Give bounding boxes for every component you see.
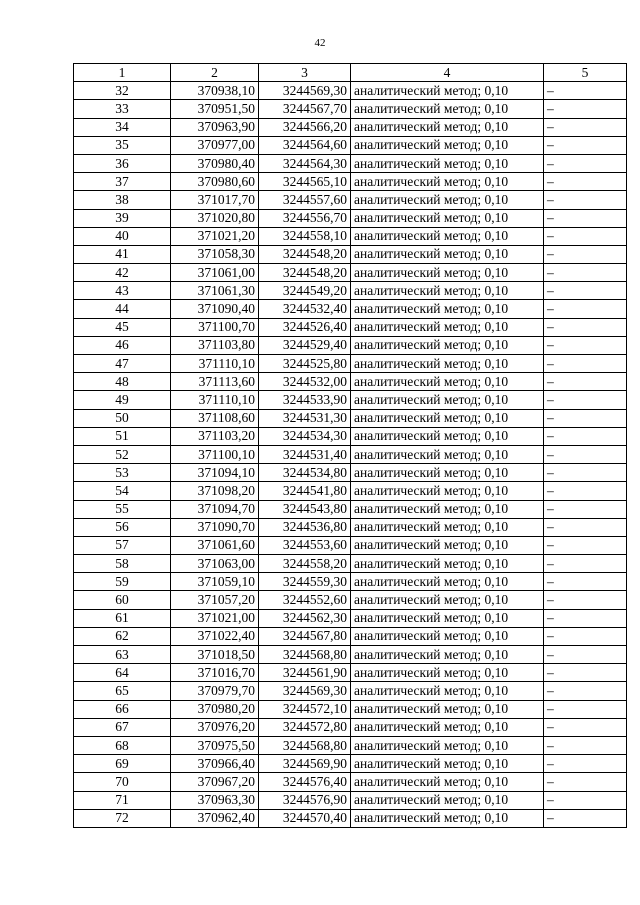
x-coordinate-cell: 371100,10 xyxy=(171,445,259,463)
method-cell: аналитический метод; 0,10 xyxy=(351,282,544,300)
point-number-cell: 35 xyxy=(74,136,171,154)
method-cell: аналитический метод; 0,10 xyxy=(351,755,544,773)
method-cell: аналитический метод; 0,10 xyxy=(351,318,544,336)
note-cell: – xyxy=(544,791,627,809)
table-row xyxy=(74,664,627,682)
x-coordinate-cell: 371108,60 xyxy=(171,409,259,427)
table-row xyxy=(74,591,627,609)
method-cell: аналитический метод; 0,10 xyxy=(351,682,544,700)
x-coordinate-cell: 371103,20 xyxy=(171,427,259,445)
x-coordinate-cell: 370963,30 xyxy=(171,791,259,809)
point-number-cell: 47 xyxy=(74,355,171,373)
method-cell: аналитический метод; 0,10 xyxy=(351,700,544,718)
x-coordinate-cell: 370977,00 xyxy=(171,136,259,154)
method-cell: аналитический метод; 0,10 xyxy=(351,627,544,645)
y-coordinate-cell: 3244529,40 xyxy=(259,336,351,354)
note-cell: – xyxy=(544,682,627,700)
method-cell: аналитический метод; 0,10 xyxy=(351,245,544,263)
y-coordinate-cell: 3244557,60 xyxy=(259,191,351,209)
table-row xyxy=(74,173,627,191)
table-row xyxy=(74,154,627,172)
note-cell: – xyxy=(544,245,627,263)
point-number-cell: 48 xyxy=(74,373,171,391)
y-coordinate-cell: 3244568,80 xyxy=(259,736,351,754)
note-cell: – xyxy=(544,773,627,791)
table-row xyxy=(74,536,627,554)
y-coordinate-cell: 3244569,30 xyxy=(259,82,351,100)
y-coordinate-cell: 3244565,10 xyxy=(259,173,351,191)
y-coordinate-cell: 3244562,30 xyxy=(259,609,351,627)
y-coordinate-cell: 3244531,40 xyxy=(259,445,351,463)
header-cell-2: 2 xyxy=(171,64,259,82)
note-cell: – xyxy=(544,427,627,445)
point-number-cell: 32 xyxy=(74,82,171,100)
note-cell: – xyxy=(544,591,627,609)
y-coordinate-cell: 3244552,60 xyxy=(259,591,351,609)
note-cell: – xyxy=(544,209,627,227)
table-row xyxy=(74,464,627,482)
y-coordinate-cell: 3244553,60 xyxy=(259,536,351,554)
table-row xyxy=(74,445,627,463)
method-cell: аналитический метод; 0,10 xyxy=(351,500,544,518)
header-cell-5: 5 xyxy=(544,64,627,82)
method-cell: аналитический метод; 0,10 xyxy=(351,300,544,318)
method-cell: аналитический метод; 0,10 xyxy=(351,591,544,609)
x-coordinate-cell: 371058,30 xyxy=(171,245,259,263)
y-coordinate-cell: 3244532,00 xyxy=(259,373,351,391)
note-cell: – xyxy=(544,191,627,209)
point-number-cell: 33 xyxy=(74,100,171,118)
point-number-cell: 46 xyxy=(74,336,171,354)
x-coordinate-cell: 371090,40 xyxy=(171,300,259,318)
point-number-cell: 68 xyxy=(74,736,171,754)
y-coordinate-cell: 3244570,40 xyxy=(259,809,351,827)
table-row xyxy=(74,209,627,227)
point-number-cell: 39 xyxy=(74,209,171,227)
note-cell: – xyxy=(544,518,627,536)
method-cell: аналитический метод; 0,10 xyxy=(351,646,544,664)
table-row xyxy=(74,646,627,664)
note-cell: – xyxy=(544,809,627,827)
method-cell: аналитический метод; 0,10 xyxy=(351,191,544,209)
method-cell: аналитический метод; 0,10 xyxy=(351,664,544,682)
point-number-cell: 57 xyxy=(74,536,171,554)
method-cell: аналитический метод; 0,10 xyxy=(351,373,544,391)
note-cell: – xyxy=(544,500,627,518)
note-cell: – xyxy=(544,536,627,554)
table-row xyxy=(74,627,627,645)
method-cell: аналитический метод; 0,10 xyxy=(351,154,544,172)
x-coordinate-cell: 370951,50 xyxy=(171,100,259,118)
y-coordinate-cell: 3244568,80 xyxy=(259,646,351,664)
note-cell: – xyxy=(544,391,627,409)
table-row xyxy=(74,264,627,282)
x-coordinate-cell: 371063,00 xyxy=(171,555,259,573)
note-cell: – xyxy=(544,646,627,664)
method-cell: аналитический метод; 0,10 xyxy=(351,209,544,227)
table-row xyxy=(74,245,627,263)
point-number-cell: 63 xyxy=(74,646,171,664)
table-row xyxy=(74,409,627,427)
table-row xyxy=(74,736,627,754)
header-cell-4: 4 xyxy=(351,64,544,82)
note-cell: – xyxy=(544,336,627,354)
point-number-cell: 69 xyxy=(74,755,171,773)
method-cell: аналитический метод; 0,10 xyxy=(351,82,544,100)
y-coordinate-cell: 3244548,20 xyxy=(259,264,351,282)
x-coordinate-cell: 370980,40 xyxy=(171,154,259,172)
method-cell: аналитический метод; 0,10 xyxy=(351,464,544,482)
x-coordinate-cell: 371110,10 xyxy=(171,355,259,373)
y-coordinate-cell: 3244569,30 xyxy=(259,682,351,700)
table-body xyxy=(74,82,627,828)
method-cell: аналитический метод; 0,10 xyxy=(351,609,544,627)
table-row xyxy=(74,791,627,809)
y-coordinate-cell: 3244532,40 xyxy=(259,300,351,318)
x-coordinate-cell: 371021,20 xyxy=(171,227,259,245)
x-coordinate-cell: 371094,10 xyxy=(171,464,259,482)
method-cell: аналитический метод; 0,10 xyxy=(351,173,544,191)
table-row xyxy=(74,336,627,354)
x-coordinate-cell: 370962,40 xyxy=(171,809,259,827)
y-coordinate-cell: 3244526,40 xyxy=(259,318,351,336)
point-number-cell: 70 xyxy=(74,773,171,791)
y-coordinate-cell: 3244569,90 xyxy=(259,755,351,773)
x-coordinate-cell: 371103,80 xyxy=(171,336,259,354)
method-cell: аналитический метод; 0,10 xyxy=(351,336,544,354)
x-coordinate-cell: 371057,20 xyxy=(171,591,259,609)
x-coordinate-cell: 370979,70 xyxy=(171,682,259,700)
y-coordinate-cell: 3244548,20 xyxy=(259,245,351,263)
note-cell: – xyxy=(544,82,627,100)
table-row xyxy=(74,82,627,100)
table-row xyxy=(74,718,627,736)
table-row xyxy=(74,518,627,536)
method-cell: аналитический метод; 0,10 xyxy=(351,445,544,463)
note-cell: – xyxy=(544,736,627,754)
x-coordinate-cell: 370938,10 xyxy=(171,82,259,100)
point-number-cell: 66 xyxy=(74,700,171,718)
table-row xyxy=(74,118,627,136)
method-cell: аналитический метод; 0,10 xyxy=(351,118,544,136)
table-row xyxy=(74,391,627,409)
point-number-cell: 37 xyxy=(74,173,171,191)
table-row xyxy=(74,191,627,209)
y-coordinate-cell: 3244561,90 xyxy=(259,664,351,682)
method-cell: аналитический метод; 0,10 xyxy=(351,555,544,573)
point-number-cell: 55 xyxy=(74,500,171,518)
note-cell: – xyxy=(544,755,627,773)
x-coordinate-cell: 371021,00 xyxy=(171,609,259,627)
y-coordinate-cell: 3244543,80 xyxy=(259,500,351,518)
note-cell: – xyxy=(544,573,627,591)
note-cell: – xyxy=(544,664,627,682)
table-row xyxy=(74,482,627,500)
y-coordinate-cell: 3244576,40 xyxy=(259,773,351,791)
point-number-cell: 67 xyxy=(74,718,171,736)
x-coordinate-cell: 371061,60 xyxy=(171,536,259,554)
note-cell: – xyxy=(544,555,627,573)
x-coordinate-cell: 371059,10 xyxy=(171,573,259,591)
table-row xyxy=(74,809,627,827)
y-coordinate-cell: 3244534,30 xyxy=(259,427,351,445)
point-number-cell: 34 xyxy=(74,118,171,136)
y-coordinate-cell: 3244576,90 xyxy=(259,791,351,809)
point-number-cell: 71 xyxy=(74,791,171,809)
y-coordinate-cell: 3244559,30 xyxy=(259,573,351,591)
x-coordinate-cell: 370980,20 xyxy=(171,700,259,718)
table-row xyxy=(74,555,627,573)
note-cell: – xyxy=(544,609,627,627)
method-cell: аналитический метод; 0,10 xyxy=(351,391,544,409)
x-coordinate-cell: 371098,20 xyxy=(171,482,259,500)
x-coordinate-cell: 370980,60 xyxy=(171,173,259,191)
x-coordinate-cell: 371018,50 xyxy=(171,646,259,664)
point-number-cell: 64 xyxy=(74,664,171,682)
method-cell: аналитический метод; 0,10 xyxy=(351,427,544,445)
y-coordinate-cell: 3244531,30 xyxy=(259,409,351,427)
x-coordinate-cell: 370967,20 xyxy=(171,773,259,791)
x-coordinate-cell: 371020,80 xyxy=(171,209,259,227)
note-cell: – xyxy=(544,136,627,154)
table-row xyxy=(74,100,627,118)
note-cell: – xyxy=(544,409,627,427)
table-row xyxy=(74,373,627,391)
point-number-cell: 36 xyxy=(74,154,171,172)
note-cell: – xyxy=(544,464,627,482)
x-coordinate-cell: 371061,30 xyxy=(171,282,259,300)
x-coordinate-cell: 371110,10 xyxy=(171,391,259,409)
point-number-cell: 40 xyxy=(74,227,171,245)
table-row xyxy=(74,573,627,591)
y-coordinate-cell: 3244533,90 xyxy=(259,391,351,409)
y-coordinate-cell: 3244567,80 xyxy=(259,627,351,645)
point-number-cell: 41 xyxy=(74,245,171,263)
x-coordinate-cell: 370966,40 xyxy=(171,755,259,773)
method-cell: аналитический метод; 0,10 xyxy=(351,518,544,536)
method-cell: аналитический метод; 0,10 xyxy=(351,482,544,500)
method-cell: аналитический метод; 0,10 xyxy=(351,100,544,118)
method-cell: аналитический метод; 0,10 xyxy=(351,791,544,809)
note-cell: – xyxy=(544,355,627,373)
note-cell: – xyxy=(544,318,627,336)
point-number-cell: 62 xyxy=(74,627,171,645)
method-cell: аналитический метод; 0,10 xyxy=(351,736,544,754)
y-coordinate-cell: 3244549,20 xyxy=(259,282,351,300)
table-row xyxy=(74,682,627,700)
note-cell: – xyxy=(544,154,627,172)
point-number-cell: 43 xyxy=(74,282,171,300)
y-coordinate-cell: 3244558,20 xyxy=(259,555,351,573)
note-cell: – xyxy=(544,173,627,191)
method-cell: аналитический метод; 0,10 xyxy=(351,718,544,736)
point-number-cell: 61 xyxy=(74,609,171,627)
y-coordinate-cell: 3244572,80 xyxy=(259,718,351,736)
point-number-cell: 60 xyxy=(74,591,171,609)
x-coordinate-cell: 371016,70 xyxy=(171,664,259,682)
method-cell: аналитический метод; 0,10 xyxy=(351,227,544,245)
note-cell: – xyxy=(544,100,627,118)
point-number-cell: 53 xyxy=(74,464,171,482)
table-row xyxy=(74,700,627,718)
x-coordinate-cell: 371061,00 xyxy=(171,264,259,282)
note-cell: – xyxy=(544,282,627,300)
note-cell: – xyxy=(544,227,627,245)
note-cell: – xyxy=(544,700,627,718)
page-number: 42 xyxy=(314,37,326,49)
point-number-cell: 52 xyxy=(74,445,171,463)
method-cell: аналитический метод; 0,10 xyxy=(351,536,544,554)
y-coordinate-cell: 3244567,70 xyxy=(259,100,351,118)
method-cell: аналитический метод; 0,10 xyxy=(351,409,544,427)
y-coordinate-cell: 3244541,80 xyxy=(259,482,351,500)
y-coordinate-cell: 3244572,10 xyxy=(259,700,351,718)
point-number-cell: 38 xyxy=(74,191,171,209)
table-row xyxy=(74,282,627,300)
y-coordinate-cell: 3244564,30 xyxy=(259,154,351,172)
table-row xyxy=(74,355,627,373)
y-coordinate-cell: 3244556,70 xyxy=(259,209,351,227)
note-cell: – xyxy=(544,264,627,282)
x-coordinate-cell: 371113,60 xyxy=(171,373,259,391)
note-cell: – xyxy=(544,627,627,645)
point-number-cell: 72 xyxy=(74,809,171,827)
note-cell: – xyxy=(544,118,627,136)
method-cell: аналитический метод; 0,10 xyxy=(351,809,544,827)
point-number-cell: 45 xyxy=(74,318,171,336)
coordinates-table xyxy=(73,63,627,828)
point-number-cell: 58 xyxy=(74,555,171,573)
table-row xyxy=(74,427,627,445)
table-header-row xyxy=(74,64,627,82)
point-number-cell: 59 xyxy=(74,573,171,591)
table-row xyxy=(74,773,627,791)
y-coordinate-cell: 3244558,10 xyxy=(259,227,351,245)
y-coordinate-cell: 3244534,80 xyxy=(259,464,351,482)
table-row xyxy=(74,755,627,773)
y-coordinate-cell: 3244564,60 xyxy=(259,136,351,154)
point-number-cell: 49 xyxy=(74,391,171,409)
note-cell: – xyxy=(544,482,627,500)
x-coordinate-cell: 370963,90 xyxy=(171,118,259,136)
x-coordinate-cell: 371094,70 xyxy=(171,500,259,518)
table-row xyxy=(74,227,627,245)
point-number-cell: 51 xyxy=(74,427,171,445)
method-cell: аналитический метод; 0,10 xyxy=(351,573,544,591)
method-cell: аналитический метод; 0,10 xyxy=(351,136,544,154)
point-number-cell: 65 xyxy=(74,682,171,700)
note-cell: – xyxy=(544,718,627,736)
x-coordinate-cell: 371100,70 xyxy=(171,318,259,336)
y-coordinate-cell: 3244566,20 xyxy=(259,118,351,136)
table-row xyxy=(74,500,627,518)
method-cell: аналитический метод; 0,10 xyxy=(351,355,544,373)
note-cell: – xyxy=(544,445,627,463)
x-coordinate-cell: 371022,40 xyxy=(171,627,259,645)
x-coordinate-cell: 370976,20 xyxy=(171,718,259,736)
method-cell: аналитический метод; 0,10 xyxy=(351,264,544,282)
y-coordinate-cell: 3244536,80 xyxy=(259,518,351,536)
method-cell: аналитический метод; 0,10 xyxy=(351,773,544,791)
x-coordinate-cell: 370975,50 xyxy=(171,736,259,754)
y-coordinate-cell: 3244525,80 xyxy=(259,355,351,373)
note-cell: – xyxy=(544,300,627,318)
header-cell-1: 1 xyxy=(74,64,171,82)
point-number-cell: 42 xyxy=(74,264,171,282)
table-row xyxy=(74,609,627,627)
table-row xyxy=(74,136,627,154)
point-number-cell: 56 xyxy=(74,518,171,536)
x-coordinate-cell: 371017,70 xyxy=(171,191,259,209)
point-number-cell: 50 xyxy=(74,409,171,427)
table-row xyxy=(74,318,627,336)
table-row xyxy=(74,300,627,318)
x-coordinate-cell: 371090,70 xyxy=(171,518,259,536)
header-cell-3: 3 xyxy=(259,64,351,82)
point-number-cell: 54 xyxy=(74,482,171,500)
note-cell: – xyxy=(544,373,627,391)
point-number-cell: 44 xyxy=(74,300,171,318)
